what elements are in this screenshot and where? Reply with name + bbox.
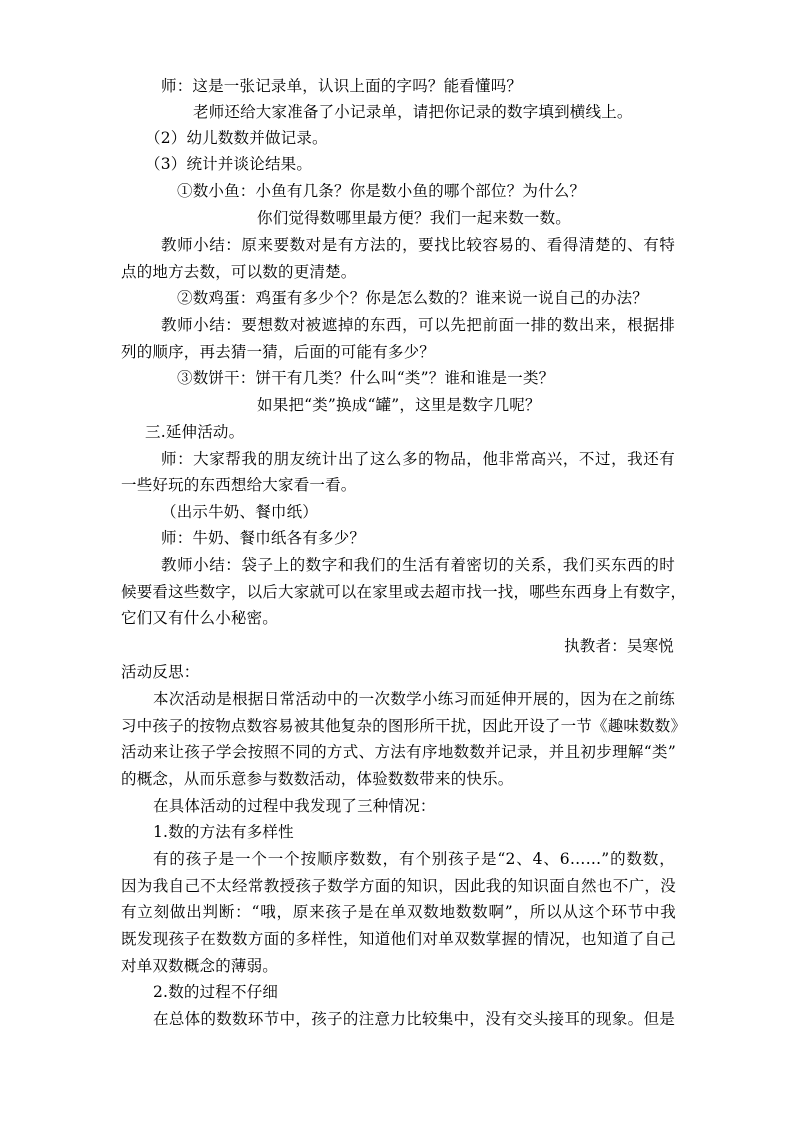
text-line: 因为我自己不太经常教授孩子数学方面的知识，因此我的知识面自然也不广，没 bbox=[121, 877, 676, 895]
text-line: 有立刻做出判断：“哦，原来孩子是在单双数地数数啊”，所以从这个环节中我 bbox=[121, 903, 676, 921]
text-line: ②数鸡蛋：鸡蛋有多少个？你是怎么数的？谁来说一说自己的办法？ bbox=[177, 289, 649, 307]
text-line: 教师小结：原来要数对是有方法的，要找比较容易的、看得清楚的、有特 bbox=[161, 236, 675, 254]
text-line: 老师还给大家准备了小记录单，请把你记录的数字填到横线上。 bbox=[193, 103, 633, 121]
text-line: 列的顺序，再去猜一猜，后面的可能有多少？ bbox=[121, 343, 436, 361]
text-line: ③数饼干：饼干有几类？什么叫“类”？谁和谁是一类？ bbox=[177, 369, 555, 387]
text-line: 师：大家帮我的朋友统计出了这么多的物品，他非常高兴，不过，我还有 bbox=[161, 450, 675, 468]
text-line: 如果把“类”换成“罐”，这里是数字几呢？ bbox=[257, 396, 541, 414]
section-heading: 三.延伸活动。 bbox=[145, 423, 245, 441]
text-line: （2）幼儿数数并做记录。 bbox=[145, 129, 328, 147]
text-line: 点的地方去数，可以数的更清楚。 bbox=[121, 263, 357, 281]
text-line: 在总体的数数环节中，孩子的注意力比较集中，没有交头接耳的现象。但是 bbox=[153, 1010, 675, 1028]
text-line: 本次活动是根据日常活动中的一次数学小练习而延伸开展的，因为在之前练 bbox=[153, 690, 675, 708]
text-line: 的概念，从而乐意参与数数活动，体验数数带来的快乐。 bbox=[121, 770, 514, 788]
text-line: ①数小鱼：小鱼有几条？你是数小鱼的哪个部位？为什么？ bbox=[177, 182, 586, 200]
text-line: 对单双数概念的薄弱。 bbox=[121, 957, 279, 975]
subheading: 2.数的过程不仔细 bbox=[153, 983, 279, 1001]
text-line: 一些好玩的东西想给大家看一看。 bbox=[121, 476, 357, 494]
text-line: 习中孩子的按物点数容易被其他复杂的图形所干扰，因此开设了一节《趣味数数》 bbox=[121, 717, 687, 735]
text-line: （出示牛奶、餐巾纸） bbox=[161, 503, 319, 521]
author-line: 执教者：吴寒悦 bbox=[564, 637, 674, 655]
text-line: 活动来让孩子学会按照不同的方式、方法有序地数数并记录，并且初步理解“类” bbox=[121, 743, 676, 761]
text-line: 师：这是一张记录单，认识上面的字吗？能看懂吗？ bbox=[161, 77, 523, 95]
text-line: 教师小结：袋子上的数字和我们的生活有着密切的关系，我们买东西的时 bbox=[161, 556, 675, 574]
text-line: 师：牛奶、餐巾纸各有多少？ bbox=[161, 529, 366, 547]
text-line: 它们又有什么小秘密。 bbox=[121, 609, 279, 627]
text-line: 你们觉得数哪里最方便？我们一起来数一数。 bbox=[257, 209, 572, 227]
text-line: 既发现孩子在数数方面的多样性，知道他们对单双数掌握的情况，也知道了自己 bbox=[121, 930, 676, 948]
text-line: 在具体活动的过程中我发现了三种情况： bbox=[153, 797, 436, 815]
text-line: 教师小结：要想数对被遮掉的东西，可以先把前面一排的数出来，根据排 bbox=[161, 316, 675, 334]
subheading: 1.数的方法有多样性 bbox=[153, 823, 294, 841]
text-line: 候要看这些数字，以后大家就可以在家里或去超市找一找，哪些东西身上有数字， bbox=[121, 583, 687, 601]
text-line: 有的孩子是一个一个按顺序数数，有个别孩子是“2、4、6……”的数数， bbox=[153, 850, 675, 868]
section-heading: 活动反思： bbox=[121, 663, 200, 681]
text-line: （3）统计并谈论结果。 bbox=[145, 155, 313, 173]
